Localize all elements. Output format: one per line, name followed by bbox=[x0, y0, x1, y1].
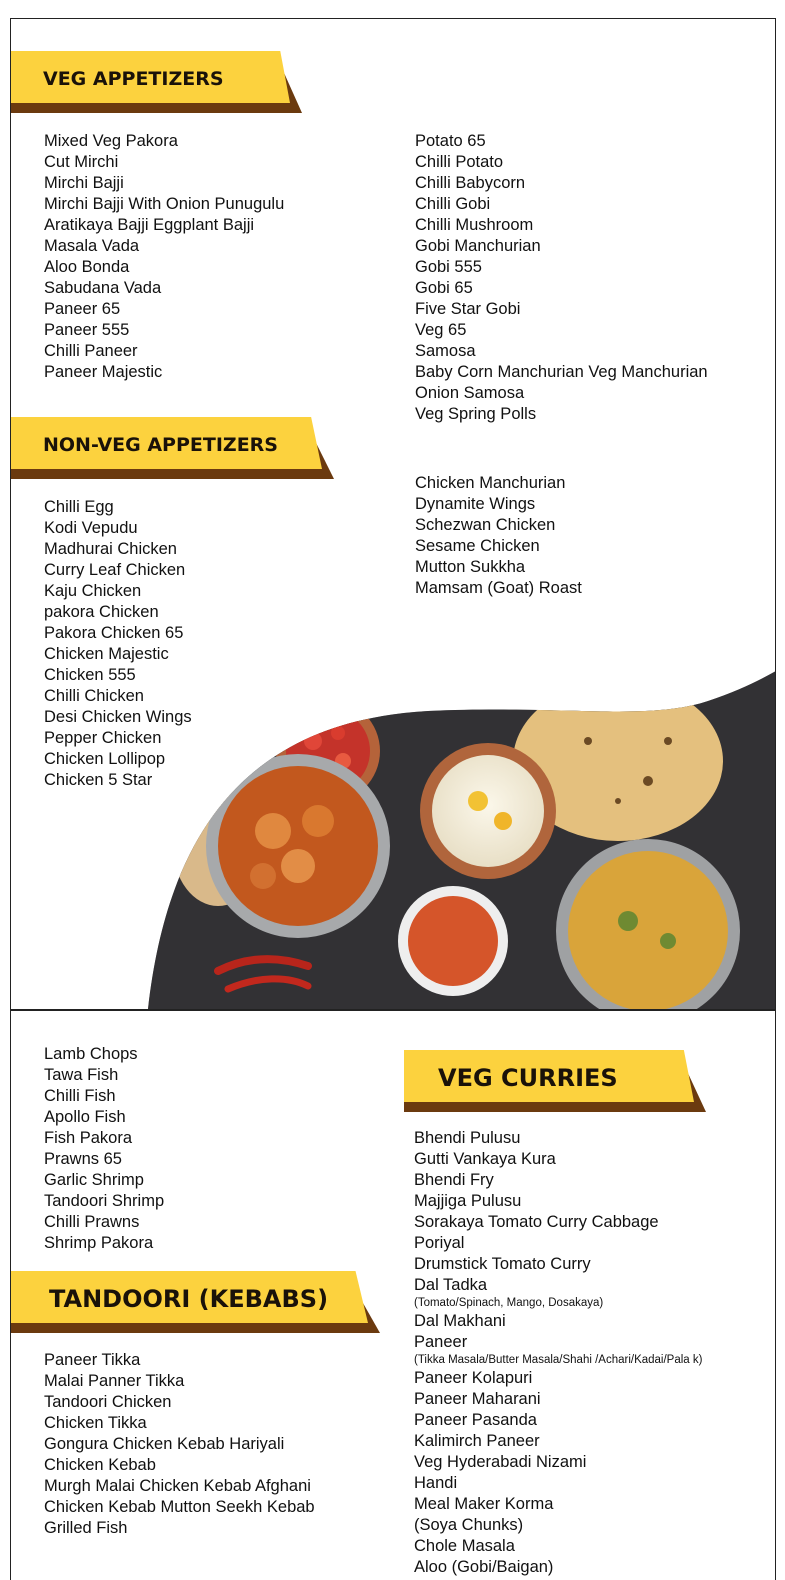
menu-item: Gongura Chicken Kebab Hariyali bbox=[44, 1435, 285, 1453]
menu-item: Chilli Fish bbox=[44, 1087, 116, 1105]
menu-item: Chilli Babycorn bbox=[415, 174, 526, 192]
menu-item: Dynamite Wings bbox=[415, 495, 536, 513]
menu-item: Paneer Majestic bbox=[44, 363, 163, 381]
menu-item: Mutton Sukkha bbox=[415, 558, 526, 576]
menu-item: Garlic Shrimp bbox=[44, 1171, 144, 1189]
menu-item: Dal Tadka bbox=[414, 1276, 488, 1294]
menu-item: Madhurai Chicken bbox=[44, 540, 177, 558]
menu-item: Chicken Tikka bbox=[44, 1414, 147, 1432]
tandoori-banner bbox=[11, 1271, 380, 1333]
menu-item: Masala Vada bbox=[44, 237, 140, 255]
menu-page-top bbox=[10, 18, 776, 1010]
nonveg-appetizers-list-right bbox=[415, 473, 582, 599]
menu-item: Desi Chicken Wings bbox=[44, 708, 192, 726]
menu-item: Gutti Vankaya Kura bbox=[414, 1150, 556, 1168]
menu-item: Gobi 65 bbox=[415, 279, 473, 297]
menu-item: Gobi 555 bbox=[415, 258, 482, 276]
menu-item: Chicken Lollipop bbox=[44, 750, 166, 768]
menu-item: Chilli Mushroom bbox=[415, 216, 534, 234]
menu-item: Tandoori Shrimp bbox=[44, 1192, 165, 1210]
menu-item: Tandoori Chicken bbox=[44, 1393, 172, 1411]
menu-item: Paneer bbox=[414, 1333, 468, 1351]
veg-curries-list bbox=[414, 1128, 702, 1578]
menu-item: pakora Chicken bbox=[44, 603, 159, 621]
menu-item: Malai Panner Tikka bbox=[44, 1372, 185, 1390]
menu-item: Sesame Chicken bbox=[415, 537, 540, 555]
menu-item: Samosa bbox=[415, 342, 476, 360]
menu-item: (Soya Chunks) bbox=[414, 1516, 524, 1534]
menu-item: Fish Pakora bbox=[44, 1129, 133, 1147]
menu-item: Chicken Manchurian bbox=[415, 474, 566, 492]
veg-appetizers-title: VEG APPETIZERS bbox=[43, 68, 224, 90]
menu-item: Poriyal bbox=[414, 1234, 465, 1252]
menu-item: Paneer 65 bbox=[44, 300, 121, 318]
menu-item: Mirchi Bajji bbox=[44, 174, 124, 192]
veg-appetizers-list-left bbox=[44, 131, 284, 383]
menu-item: Prawns 65 bbox=[44, 1150, 122, 1168]
menu-page-bottom bbox=[10, 1010, 776, 1580]
menu-item: Bhendi Pulusu bbox=[414, 1129, 521, 1147]
menu-item: Tawa Fish bbox=[44, 1066, 119, 1084]
menu-item: Mixed Veg Pakora bbox=[44, 132, 178, 150]
menu-item: Pepper Chicken bbox=[44, 729, 162, 747]
menu-item: Lamb Chops bbox=[44, 1045, 138, 1063]
veg-curries-title: VEG CURRIES bbox=[438, 1064, 618, 1092]
menu-item: Chilli Chicken bbox=[44, 687, 144, 705]
menu-item: Cut Mirchi bbox=[44, 153, 119, 171]
menu-item: Chicken Kebab Mutton Seekh Kebab bbox=[44, 1498, 315, 1516]
menu-item: Paneer Kolapuri bbox=[414, 1369, 533, 1387]
menu-item: Paneer Tikka bbox=[44, 1351, 141, 1369]
menu-item: Kaju Chicken bbox=[44, 582, 142, 600]
menu-item: Sorakaya Tomato Curry Cabbage bbox=[414, 1213, 659, 1231]
menu-item: Aratikaya Bajji Eggplant Bajji bbox=[44, 216, 255, 234]
indian-food-spread-photo bbox=[148, 671, 776, 1009]
menu-item: Chicken Majestic bbox=[44, 645, 169, 663]
menu-item: Sabudana Vada bbox=[44, 279, 162, 297]
menu-item: Shrimp Pakora bbox=[44, 1234, 154, 1252]
veg-curries-banner bbox=[404, 1050, 706, 1112]
menu-item-note: (Tikka Masala/Butter Masala/Shahi /Achari/Kadai/Pala k) bbox=[414, 1354, 703, 1366]
menu-item: Aloo (Gobi/Baigan) bbox=[414, 1558, 554, 1576]
menu-item: Chicken 5 Star bbox=[44, 771, 153, 789]
menu-item: Five Star Gobi bbox=[415, 300, 521, 318]
menu-item: Paneer 555 bbox=[44, 321, 130, 339]
veg-appetizers-banner bbox=[11, 51, 302, 113]
veg-appetizers-list-right bbox=[415, 131, 708, 425]
menu-item: Paneer Maharani bbox=[414, 1390, 541, 1408]
menu-item: Mamsam (Goat) Roast bbox=[415, 579, 582, 597]
nonveg-appetizers-banner bbox=[11, 417, 334, 479]
seafood-list bbox=[44, 1044, 164, 1254]
tandoori-list bbox=[44, 1350, 315, 1539]
menu-item: Chilli Gobi bbox=[415, 195, 491, 213]
menu-item: Chilli Potato bbox=[415, 153, 504, 171]
menu-item: Baby Corn Manchurian Veg Manchurian bbox=[415, 363, 708, 381]
menu-item: Kalimirch Paneer bbox=[414, 1432, 540, 1450]
menu-item: Majjiga Pulusu bbox=[414, 1192, 522, 1210]
tandoori-title: TANDOORI (KEBABS) bbox=[49, 1285, 329, 1313]
menu-item: Chilli Paneer bbox=[44, 342, 138, 360]
menu-item: Paneer Pasanda bbox=[414, 1411, 537, 1429]
menu-item: Dal Makhani bbox=[414, 1312, 506, 1330]
menu-item: Chole Masala bbox=[414, 1537, 515, 1555]
menu-item: Chilli Egg bbox=[44, 498, 114, 516]
menu-item: Onion Samosa bbox=[415, 384, 525, 402]
menu-item: Bhendi Fry bbox=[414, 1171, 494, 1189]
menu-item: Pakora Chicken 65 bbox=[44, 624, 184, 642]
nonveg-appetizers-title: NON-VEG APPETIZERS bbox=[43, 434, 278, 456]
menu-item: Veg 65 bbox=[415, 321, 467, 339]
menu-item: Mirchi Bajji With Onion Punugulu bbox=[44, 195, 285, 213]
menu-item: Kodi Vepudu bbox=[44, 519, 138, 537]
menu-item: Apollo Fish bbox=[44, 1108, 126, 1126]
menu-item: Grilled Fish bbox=[44, 1519, 128, 1537]
menu-item: Meal Maker Korma bbox=[414, 1495, 554, 1513]
menu-item-note: (Tomato/Spinach, Mango, Dosakaya) bbox=[414, 1297, 604, 1309]
menu-item: Gobi Manchurian bbox=[415, 237, 541, 255]
menu-item: Chicken 555 bbox=[44, 666, 136, 684]
menu-item: Drumstick Tomato Curry bbox=[414, 1255, 591, 1273]
menu-item: Aloo Bonda bbox=[44, 258, 130, 276]
menu-item: Veg Spring Polls bbox=[415, 405, 537, 423]
menu-item: Veg Hyderabadi Nizami bbox=[414, 1453, 587, 1471]
menu-item: Curry Leaf Chicken bbox=[44, 561, 186, 579]
menu-item: Schezwan Chicken bbox=[415, 516, 556, 534]
menu-item: Handi bbox=[414, 1474, 458, 1492]
menu-item: Potato 65 bbox=[415, 132, 486, 150]
menu-item: Chicken Kebab bbox=[44, 1456, 156, 1474]
menu-item: Chilli Prawns bbox=[44, 1213, 140, 1231]
menu-item: Murgh Malai Chicken Kebab Afghani bbox=[44, 1477, 311, 1495]
